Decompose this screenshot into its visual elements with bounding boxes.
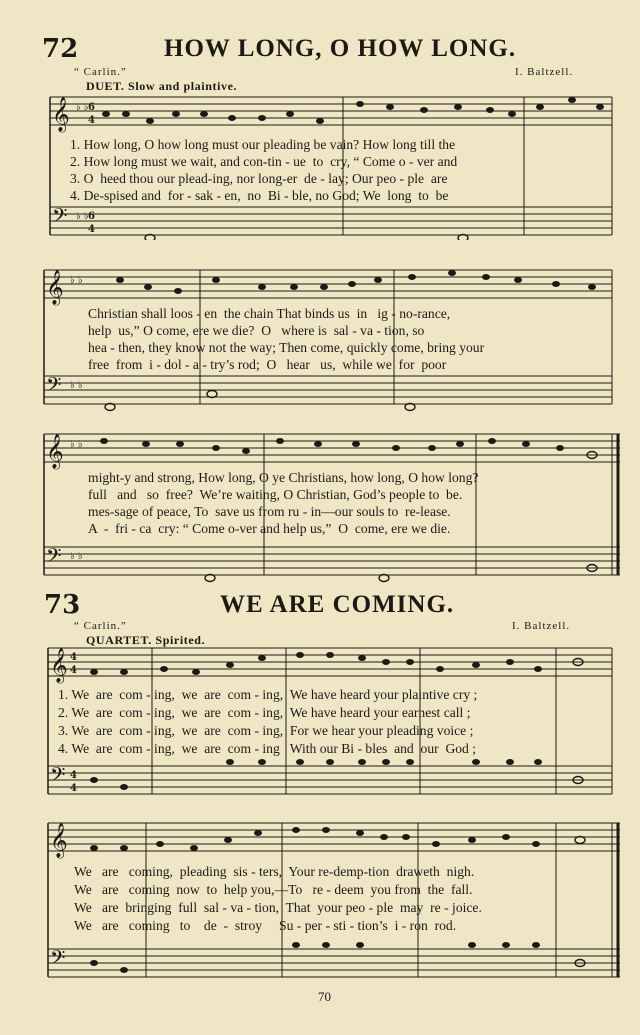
hymn-72-system-2-verse-4: free from i - dol - a - try’s rod; O hear us, while we for poor [88,357,447,372]
hymn-73-system-1-verse-3: 3. We are com - ing, we are com - ing, For we hear your pleading voice ; [58,723,474,738]
svg-text:6: 6 [88,102,95,113]
svg-text:♭ ♭: ♭ ♭ [70,551,83,562]
svg-text:4: 4 [88,224,95,235]
hymn-72-system-3-verse-2: full and so free? We’re waiting, O Christian, God’s people to be. [88,487,463,502]
hymn-72-system-1-verse-4: 4. De-spised and for - sak - en, no Bi - ble, no God; We long to be [70,188,449,203]
hymn-72-tune: “ Carlin.” [74,66,127,78]
svg-text:𝄞: 𝄞 [46,270,64,305]
hymn-73-tune: “ Carlin.” [74,620,127,632]
hymn-72-system-3-verse-1: might-y and strong, How long, O ye Christians, how long, O how long? [88,470,479,485]
svg-text:𝄞: 𝄞 [46,434,64,469]
svg-text:♭ ♭: ♭ ♭ [70,380,83,391]
svg-text:𝄢: 𝄢 [52,204,68,232]
svg-text:𝄞: 𝄞 [50,823,68,858]
hymn-73-system-2-verse-4: We are coming to de - stroy Su - per - sti - tion’s i - ron rod. [74,918,457,933]
hymn-72-system-3-verse-4: A - fri - ca cry: “ Come o-ver and help us,” O come, ere we die. [88,521,451,536]
hymn-72-tempo: DUET. Slow and plaintive. [86,79,238,93]
svg-text:♭ ♭: ♭ ♭ [70,439,83,450]
hymn-72-system-1-verse-1: 1. How long, O how long must our pleading be vain? How long till the [70,137,456,152]
hymn-72-system-1-verse-2: 2. How long must we wait, and con-tin - ue to cry, “ Come o - ver and [70,154,458,169]
hymn-72-number: 72 [42,34,79,64]
page-number: 70 [318,989,331,1004]
svg-text:𝄢: 𝄢 [50,763,66,791]
hymn-72-system-2-verse-2: help us,” O come, ere we die? O where is sal - va - tion, so [88,323,425,338]
hymn-73-number: 73 [44,590,81,620]
svg-text:4: 4 [88,115,95,126]
hymn-72-system-2-verse-3: hea - then, they know not the way; Then come, quickly come, bring your [88,340,485,355]
hymn-72-system-3-verse-3: mes-sage of peace, To save us from ru - in—our souls to re-lease. [88,504,451,519]
svg-text:♭ ♭: ♭ ♭ [76,211,89,222]
svg-text:4: 4 [70,665,77,676]
svg-text:4: 4 [70,783,77,794]
hymn-73-system-2-verse-2: We are coming now to help you,—To re - deem you from the fall. [74,882,473,897]
hymn-73-system-1-verse-1: 1. We are com - ing, we are com - ing, We have heard your plaintive cry ; [58,687,478,702]
svg-text:𝄞: 𝄞 [52,97,70,132]
svg-text:♭ ♭: ♭ ♭ [76,102,89,113]
hymn-73-composer: I. Baltzell. [512,620,571,632]
svg-text:𝄢: 𝄢 [46,544,62,572]
hymn-72-composer: I. Baltzell. [515,66,574,78]
hymn-72-system-2-verse-1: Christian shall loos - en the chain That binds us in ig - no-rance, [88,306,451,321]
svg-text:6: 6 [88,211,95,222]
hymn-73-system-2-verse-1: We are coming, pleading sis - ters, Your re-demp-tion draweth nigh. [74,864,475,879]
svg-text:4: 4 [70,770,77,781]
svg-text:𝄢: 𝄢 [50,946,66,974]
svg-text:4: 4 [70,652,77,663]
svg-text:𝄞: 𝄞 [50,648,68,683]
hymn-73-tempo: QUARTET. Spirited. [86,633,206,647]
hymn-72-title: HOW LONG, O HOW LONG. [164,35,517,62]
hymn-72-system-1-verse-3: 3. O heed thou our plead-ing, nor long-er de - lay; Our peo - ple are [70,171,448,186]
hymn-73-title: WE ARE COMING. [220,591,455,618]
svg-text:𝄢: 𝄢 [46,373,62,401]
hymn-73-system-1-verse-4: 4. We are com - ing, we are com - ing With our Bi - bles and our God ; [58,741,477,756]
hymn-73-system-2-verse-3: We are bringing full sal - va - tion, That your peo - ple may re - joice. [74,900,482,915]
hymn-73-system-1-verse-2: 2. We are com - ing, we are com - ing, We have heard your earnest call ; [58,705,471,720]
svg-text:♭ ♭: ♭ ♭ [70,275,83,286]
